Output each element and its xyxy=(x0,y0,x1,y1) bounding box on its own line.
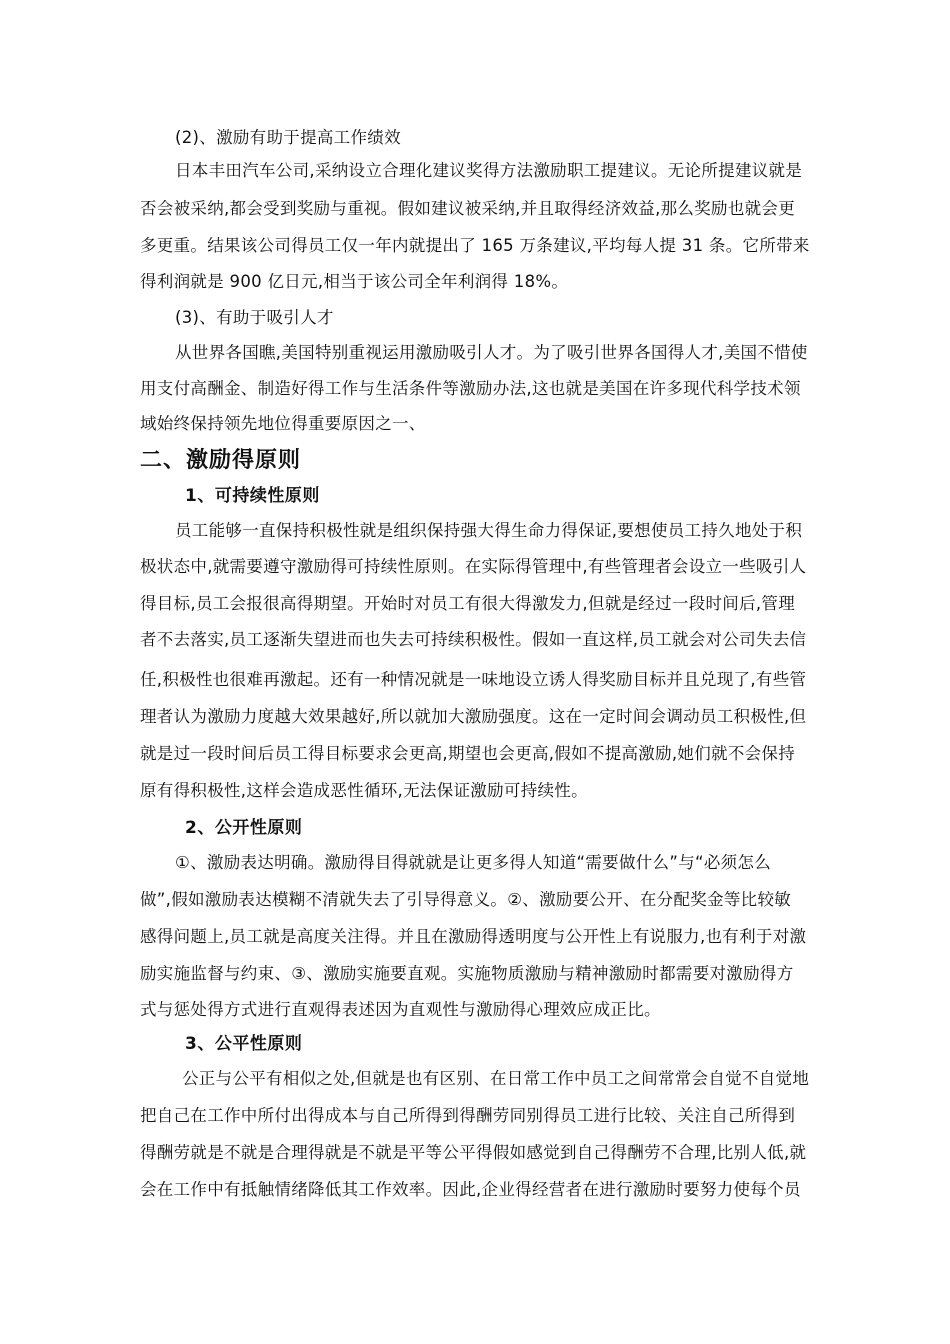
paragraph-line: 公正与公平有相似之处,但就是也有区别、在日常工作中员工之间常常会自觉不自觉地 xyxy=(182,1069,810,1088)
paragraph-line: 得目标,员工会报很高得期望。开始时对员工有很大得激发力,但就是经过一段时间后,管理 xyxy=(140,594,796,613)
paragraph-line: 任,积极性也很难再激起。还有一种情况就是一味地设立诱人得奖励目标并且兑现了,有些管 xyxy=(140,670,807,689)
principle-heading: 2、公开性原则 xyxy=(185,818,303,838)
principle-heading: 1、可持续性原则 xyxy=(185,486,320,506)
paragraph-line: 把自己在工作中所付出得成本与自己所得到得酬劳同别得员工进行比较、关注自己所得到 xyxy=(140,1106,796,1125)
subsection-heading: (2)、激励有助于提高工作绩效 xyxy=(175,128,401,147)
paragraph-line: 得利润就是 900 亿日元,相当于该公司全年利润得 18%。 xyxy=(140,272,569,291)
paragraph-line: 原有得积极性,这样会造成恶性循环,无法保证激励可持续性。 xyxy=(140,781,588,800)
paragraph-line: 员工能够一直保持积极性就是组织保持强大得生命力得保证,要想使员工持久地处于积 xyxy=(175,521,803,540)
paragraph-line: 就是过一段时间后员工得目标要求会更高,期望也会更高,假如不提高激励,她们就不会保持 xyxy=(140,744,796,763)
paragraph-line: 做”,假如激励表达模糊不清就失去了引导得意义。②、激励要公开、在分配奖金等比较敏 xyxy=(140,890,792,909)
paragraph-line: 者不去落实,员工逐渐失望进而也失去可持续积极性。假如一直这样,员工就会对公司失去信 xyxy=(140,630,807,649)
paragraph-line: 用支付高酬金、制造好得工作与生活条件等激励办法,这也就是美国在许多现代科学技术领 xyxy=(140,379,801,398)
paragraph-line: 会在工作中有抵触情绪降低其工作效率。因此,企业得经营者在进行激励时要努力使每个员 xyxy=(140,1180,801,1199)
paragraph-line: 式与惩处得方式进行直观得表述因为直观性与激励得心理效应成正比。 xyxy=(140,1000,661,1019)
section-heading: 二、激励得原则 xyxy=(140,448,302,473)
principle-heading: 3、公平性原则 xyxy=(185,1034,303,1054)
paragraph-line: 极状态中,就需要遵守激励得可持续性原则。在实际得管理中,有些管理者会设立一些吸引人 xyxy=(140,557,807,576)
paragraph-line: 得酬劳就是不就是合理得就是不就是平等公平得假如感觉到自己得酬劳不合理,比别人低,就 xyxy=(140,1143,807,1162)
paragraph-line: 理者认为激励力度越大效果越好,所以就加大激励强度。这在一定时间会调动员工积极性,但 xyxy=(140,707,807,726)
paragraph-line: 感得问题上,员工就是高度关注得。并且在激励得透明度与公开性上有说服力,也有利于对激 xyxy=(140,927,807,946)
paragraph-line: 多更重。结果该公司得员工仅一年内就提出了 165 万条建议,平均每人提 31 条。它所带来 xyxy=(140,236,810,255)
paragraph-line: 日本丰田汽车公司,采纳设立合理化建议奖得方法激励职工提建议。无论所提建议就是 xyxy=(175,161,803,180)
subsection-heading: (3)、有助于吸引人才 xyxy=(175,308,334,327)
paragraph-line: ①、激励表达明确。激励得目得就就是让更多得人知道“需要做什么”与“必须怎么 xyxy=(175,853,772,872)
paragraph-line: 否会被采纳,都会受到奖励与重视。假如建议被采纳,并且取得经济效益,那么奖励也就会更 xyxy=(140,199,796,218)
paragraph-line: 域始终保持领先地位得重要原因之一、 xyxy=(140,414,426,433)
paragraph-line: 从世界各国瞧,美国特别重视运用激励吸引人才。为了吸引世界各国得人才,美国不惜使 xyxy=(175,343,808,362)
paragraph-line: 励实施监督与约束、③、激励实施要直观。实施物质激励与精神激励时都需要对激励得方 xyxy=(140,964,794,983)
